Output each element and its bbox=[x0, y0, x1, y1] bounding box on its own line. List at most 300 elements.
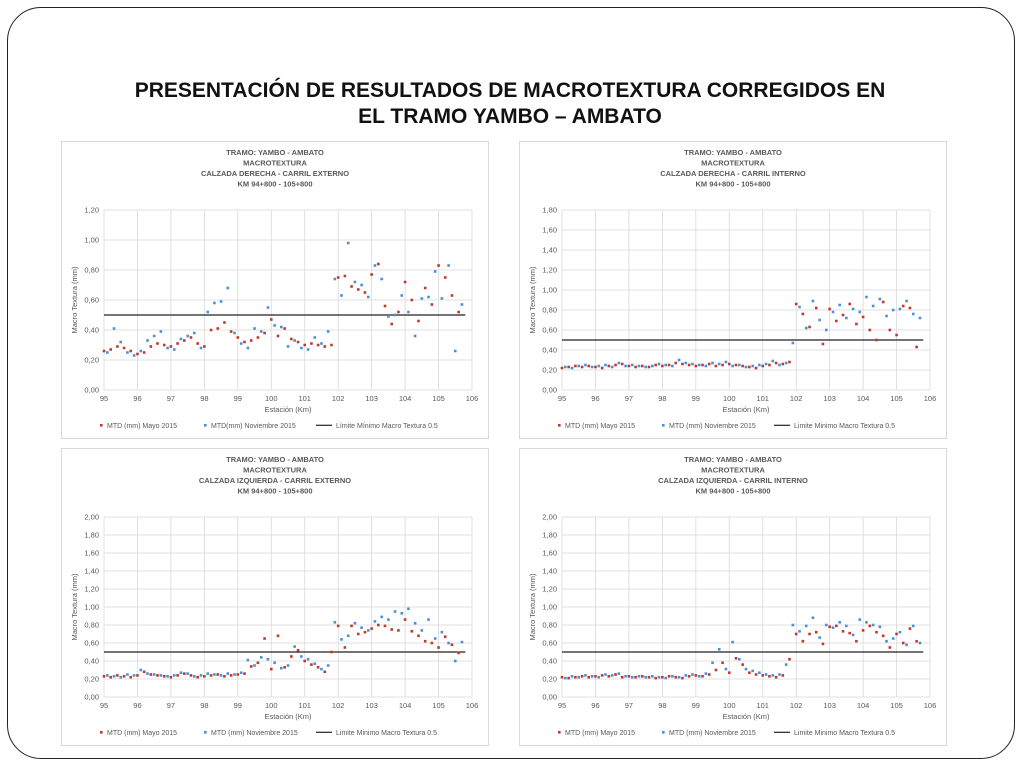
legend-label: Límite Mínimo Macro Textura 0.5 bbox=[336, 423, 438, 430]
data-point-mayo bbox=[561, 367, 564, 370]
x-tick-label: 105 bbox=[432, 394, 445, 403]
data-point-mayo bbox=[370, 627, 373, 630]
data-point-mayo bbox=[451, 294, 454, 297]
data-point-noviembre bbox=[220, 300, 223, 303]
data-point-noviembre bbox=[287, 664, 290, 667]
x-tick-label: 103 bbox=[365, 701, 378, 710]
data-point-mayo bbox=[909, 307, 912, 310]
y-tick-label: 0,20 bbox=[542, 365, 557, 375]
x-tick-label: 103 bbox=[365, 394, 378, 403]
data-point-mayo bbox=[270, 318, 273, 321]
data-point-mayo bbox=[721, 662, 724, 665]
data-point-mayo bbox=[587, 676, 590, 679]
data-point-mayo bbox=[775, 676, 778, 679]
data-point-noviembre bbox=[233, 673, 236, 676]
data-point-noviembre bbox=[664, 364, 667, 367]
data-point-noviembre bbox=[213, 673, 216, 676]
data-point-noviembre bbox=[564, 677, 567, 680]
data-point-noviembre bbox=[832, 626, 835, 629]
data-point-mayo bbox=[330, 344, 333, 347]
data-point-mayo bbox=[795, 303, 798, 306]
data-point-noviembre bbox=[812, 617, 815, 620]
x-tick-label: 96 bbox=[133, 394, 142, 403]
data-point-noviembre bbox=[584, 364, 587, 367]
data-point-mayo bbox=[196, 676, 199, 679]
x-tick-label: 96 bbox=[133, 701, 142, 710]
data-point-noviembre bbox=[367, 629, 370, 632]
data-point-noviembre bbox=[618, 362, 621, 365]
data-point-noviembre bbox=[718, 363, 721, 366]
y-axis-label: Macro Textura (mm) bbox=[528, 573, 537, 641]
data-point-mayo bbox=[283, 327, 286, 330]
data-point-mayo bbox=[330, 651, 333, 654]
data-point-noviembre bbox=[792, 342, 795, 345]
data-point-mayo bbox=[203, 345, 206, 348]
data-point-noviembre bbox=[671, 365, 674, 368]
data-point-noviembre bbox=[711, 662, 714, 665]
data-point-noviembre bbox=[611, 366, 614, 369]
data-point-mayo bbox=[237, 673, 240, 676]
data-point-noviembre bbox=[380, 278, 383, 281]
data-point-noviembre bbox=[638, 675, 641, 678]
data-point-noviembre bbox=[638, 365, 641, 368]
legend-label: MTD (mm) Noviembre 2015 bbox=[669, 423, 756, 430]
chart-title-line-3: CALZADA DERECHA - CARRIL EXTERNO bbox=[200, 169, 350, 178]
x-tick-label: 101 bbox=[756, 701, 769, 710]
data-point-noviembre bbox=[731, 641, 734, 644]
data-point-noviembre bbox=[447, 642, 450, 645]
data-point-noviembre bbox=[113, 675, 116, 678]
data-point-noviembre bbox=[287, 345, 290, 348]
data-point-mayo bbox=[277, 635, 280, 638]
data-point-noviembre bbox=[260, 330, 263, 333]
data-point-noviembre bbox=[313, 336, 316, 339]
data-point-noviembre bbox=[320, 342, 323, 345]
data-point-noviembre bbox=[300, 655, 303, 658]
data-point-noviembre bbox=[751, 670, 754, 673]
y-tick-label: 0,60 bbox=[84, 295, 99, 305]
data-point-mayo bbox=[123, 675, 126, 678]
data-point-noviembre bbox=[427, 296, 430, 299]
data-point-noviembre bbox=[173, 348, 176, 351]
data-point-noviembre bbox=[805, 327, 808, 330]
data-point-noviembre bbox=[166, 347, 169, 350]
data-point-noviembre bbox=[892, 637, 895, 640]
data-point-noviembre bbox=[414, 335, 417, 338]
data-point-noviembre bbox=[253, 664, 256, 667]
data-point-mayo bbox=[828, 626, 831, 629]
x-tick-label: 100 bbox=[723, 701, 736, 710]
data-point-noviembre bbox=[454, 660, 457, 663]
data-point-mayo bbox=[721, 364, 724, 367]
data-point-noviembre bbox=[327, 664, 330, 667]
data-point-noviembre bbox=[320, 668, 323, 671]
data-point-mayo bbox=[431, 303, 434, 306]
data-point-noviembre bbox=[140, 669, 143, 672]
data-point-mayo bbox=[397, 311, 400, 314]
chart-panel-derecha-externo bbox=[61, 141, 489, 439]
x-tick-label: 102 bbox=[789, 701, 803, 710]
data-point-mayo bbox=[835, 625, 838, 628]
data-point-noviembre bbox=[738, 364, 741, 367]
data-point-noviembre bbox=[226, 672, 229, 675]
y-tick-label: 2,00 bbox=[542, 512, 557, 522]
data-point-mayo bbox=[868, 329, 871, 332]
chart-title-line-1: TRAMO: YAMBO - AMBATO bbox=[226, 455, 324, 464]
x-axis-label: Estación (Km) bbox=[722, 712, 770, 721]
x-tick-label: 99 bbox=[691, 701, 700, 710]
x-tick-label: 105 bbox=[432, 701, 445, 710]
y-tick-label: 1,00 bbox=[542, 602, 557, 612]
data-point-noviembre bbox=[280, 326, 283, 329]
data-point-mayo bbox=[708, 673, 711, 676]
data-point-noviembre bbox=[577, 676, 580, 679]
data-point-noviembre bbox=[698, 364, 701, 367]
data-point-mayo bbox=[868, 625, 871, 628]
data-point-mayo bbox=[634, 366, 637, 369]
chart-title-line-2: MACROTEXTURA bbox=[701, 465, 765, 475]
x-tick-label: 104 bbox=[398, 394, 412, 403]
data-point-noviembre bbox=[845, 317, 848, 320]
data-point-mayo bbox=[795, 633, 798, 636]
data-point-mayo bbox=[324, 671, 327, 674]
data-point-mayo bbox=[768, 364, 771, 367]
x-tick-label: 100 bbox=[265, 394, 278, 403]
data-point-noviembre bbox=[427, 618, 430, 621]
data-point-noviembre bbox=[785, 362, 788, 365]
y-tick-label: 1,20 bbox=[84, 205, 99, 215]
y-tick-label: 0,20 bbox=[84, 355, 99, 365]
data-point-noviembre bbox=[879, 626, 882, 629]
data-point-mayo bbox=[263, 637, 266, 640]
x-tick-label: 106 bbox=[923, 394, 937, 403]
data-point-mayo bbox=[889, 646, 892, 649]
y-tick-label: 0,20 bbox=[542, 674, 557, 684]
data-point-noviembre bbox=[160, 330, 163, 333]
x-tick-label: 97 bbox=[166, 701, 176, 710]
data-point-noviembre bbox=[206, 672, 209, 675]
legend-label: Limite Minimo Macro Textura 0.5 bbox=[794, 730, 896, 737]
data-point-mayo bbox=[310, 663, 313, 666]
data-point-mayo bbox=[190, 674, 193, 677]
data-point-noviembre bbox=[912, 313, 915, 316]
data-point-noviembre bbox=[380, 616, 383, 619]
legend-marker bbox=[100, 731, 103, 734]
y-tick-label: 0,40 bbox=[84, 656, 99, 666]
data-point-noviembre bbox=[233, 332, 236, 335]
data-point-noviembre bbox=[140, 350, 143, 353]
y-tick-label: 0,60 bbox=[542, 325, 557, 335]
legend-marker bbox=[662, 424, 665, 427]
data-point-noviembre bbox=[598, 365, 601, 368]
data-point-noviembre bbox=[407, 608, 410, 611]
data-point-noviembre bbox=[758, 364, 761, 367]
x-tick-label: 95 bbox=[557, 701, 567, 710]
data-point-mayo bbox=[116, 345, 119, 348]
data-point-mayo bbox=[370, 273, 373, 276]
legend-marker bbox=[204, 731, 207, 734]
data-point-mayo bbox=[902, 305, 905, 308]
data-point-mayo bbox=[741, 365, 744, 368]
data-point-mayo bbox=[835, 320, 838, 323]
data-point-noviembre bbox=[133, 674, 136, 677]
data-point-noviembre bbox=[584, 674, 587, 677]
y-tick-label: 0,80 bbox=[84, 620, 99, 630]
data-point-noviembre bbox=[778, 673, 781, 676]
data-point-mayo bbox=[882, 301, 885, 304]
data-point-mayo bbox=[257, 662, 260, 665]
data-point-noviembre bbox=[173, 674, 176, 677]
data-point-mayo bbox=[808, 326, 811, 329]
data-point-mayo bbox=[303, 660, 306, 663]
data-point-noviembre bbox=[434, 270, 437, 273]
data-point-mayo bbox=[150, 673, 153, 676]
chart-title-line-4: KM 94+800 - 105+800 bbox=[237, 486, 313, 496]
data-point-noviembre bbox=[885, 640, 888, 643]
data-point-noviembre bbox=[240, 671, 243, 674]
data-point-noviembre bbox=[273, 662, 276, 665]
data-point-mayo bbox=[163, 675, 166, 678]
data-point-mayo bbox=[410, 630, 413, 633]
data-point-mayo bbox=[270, 668, 273, 671]
data-point-noviembre bbox=[818, 319, 821, 322]
data-point-noviembre bbox=[751, 365, 754, 368]
data-point-mayo bbox=[862, 629, 865, 632]
y-tick-label: 1,00 bbox=[84, 602, 99, 612]
data-point-mayo bbox=[437, 264, 440, 267]
data-point-noviembre bbox=[340, 638, 343, 641]
chart-izquierda-externo bbox=[62, 449, 488, 745]
data-point-noviembre bbox=[825, 329, 828, 332]
data-point-noviembre bbox=[193, 332, 196, 335]
data-point-noviembre bbox=[658, 363, 661, 366]
data-point-mayo bbox=[457, 652, 460, 655]
y-tick-label: 1,40 bbox=[542, 566, 557, 576]
chart-title-line-1: TRAMO: YAMBO - AMBATO bbox=[226, 148, 324, 157]
data-point-mayo bbox=[410, 299, 413, 302]
x-tick-label: 99 bbox=[233, 701, 242, 710]
data-point-noviembre bbox=[798, 306, 801, 309]
data-point-mayo bbox=[875, 339, 878, 342]
legend-marker bbox=[100, 424, 103, 427]
chart-title-line-3: CALZADA IZQUIERDA - CARRIL EXTERNO bbox=[198, 476, 352, 485]
data-point-noviembre bbox=[838, 621, 841, 624]
data-point-mayo bbox=[654, 364, 657, 367]
data-point-noviembre bbox=[705, 672, 708, 675]
data-point-mayo bbox=[183, 672, 186, 675]
data-point-noviembre bbox=[691, 363, 694, 366]
data-point-mayo bbox=[594, 675, 597, 678]
data-point-mayo bbox=[109, 676, 112, 679]
y-tick-label: 1,80 bbox=[542, 530, 557, 540]
data-point-noviembre bbox=[591, 675, 594, 678]
data-point-noviembre bbox=[113, 327, 116, 330]
x-tick-label: 99 bbox=[691, 394, 700, 403]
data-point-mayo bbox=[755, 673, 758, 676]
data-point-noviembre bbox=[858, 618, 861, 621]
data-point-mayo bbox=[210, 674, 213, 677]
legend-label: MTD(mm) Noviembre 2015 bbox=[211, 423, 296, 430]
data-point-noviembre bbox=[718, 648, 721, 651]
data-point-mayo bbox=[581, 675, 584, 678]
data-point-noviembre bbox=[618, 672, 621, 675]
data-point-mayo bbox=[815, 307, 818, 310]
data-point-mayo bbox=[417, 635, 420, 638]
data-point-mayo bbox=[143, 351, 146, 354]
data-point-mayo bbox=[250, 339, 253, 342]
data-point-mayo bbox=[216, 327, 219, 330]
data-point-mayo bbox=[741, 663, 744, 666]
y-tick-label: 0,60 bbox=[542, 638, 557, 648]
data-point-mayo bbox=[143, 671, 146, 674]
data-point-mayo bbox=[701, 675, 704, 678]
data-point-mayo bbox=[350, 625, 353, 628]
data-point-noviembre bbox=[919, 642, 922, 645]
data-point-noviembre bbox=[644, 676, 647, 679]
data-point-noviembre bbox=[186, 335, 189, 338]
data-point-mayo bbox=[788, 361, 791, 364]
data-point-noviembre bbox=[146, 672, 149, 675]
data-point-mayo bbox=[621, 676, 624, 679]
data-point-noviembre bbox=[678, 359, 681, 362]
data-point-noviembre bbox=[818, 636, 821, 639]
data-point-noviembre bbox=[327, 330, 330, 333]
y-tick-label: 1,20 bbox=[84, 584, 99, 594]
data-point-mayo bbox=[377, 263, 380, 266]
data-point-noviembre bbox=[725, 361, 728, 364]
data-point-noviembre bbox=[394, 610, 397, 613]
data-point-mayo bbox=[902, 642, 905, 645]
data-point-noviembre bbox=[684, 362, 687, 365]
data-point-mayo bbox=[257, 336, 260, 339]
data-point-mayo bbox=[828, 308, 831, 311]
data-point-mayo bbox=[561, 676, 564, 679]
slide-title-line-2: EL TRAMO YAMBO – AMBATO bbox=[358, 105, 662, 128]
data-point-noviembre bbox=[293, 339, 296, 342]
data-point-noviembre bbox=[226, 287, 229, 290]
data-point-noviembre bbox=[146, 339, 149, 342]
y-tick-label: 1,80 bbox=[84, 530, 99, 540]
chart-title-line-2: MACROTEXTURA bbox=[243, 158, 307, 168]
legend-label: MTD (mm) Noviembre 2015 bbox=[211, 730, 298, 737]
data-point-mayo bbox=[310, 342, 313, 345]
data-point-mayo bbox=[116, 674, 119, 677]
x-tick-label: 106 bbox=[465, 701, 479, 710]
x-tick-label: 104 bbox=[856, 701, 870, 710]
data-point-mayo bbox=[895, 633, 898, 636]
data-point-mayo bbox=[176, 674, 179, 677]
data-point-noviembre bbox=[691, 673, 694, 676]
data-point-mayo bbox=[384, 305, 387, 308]
data-point-noviembre bbox=[631, 364, 634, 367]
y-tick-label: 1,40 bbox=[542, 245, 557, 255]
data-point-noviembre bbox=[421, 629, 424, 632]
data-point-noviembre bbox=[879, 298, 882, 301]
data-point-noviembre bbox=[414, 622, 417, 625]
data-point-noviembre bbox=[387, 315, 390, 318]
data-point-mayo bbox=[822, 643, 825, 646]
y-tick-label: 0,40 bbox=[84, 325, 99, 335]
y-tick-label: 0,80 bbox=[542, 305, 557, 315]
data-point-noviembre bbox=[832, 311, 835, 314]
data-point-mayo bbox=[855, 640, 858, 643]
data-point-mayo bbox=[123, 347, 126, 350]
data-point-noviembre bbox=[905, 300, 908, 303]
x-tick-label: 104 bbox=[856, 394, 870, 403]
data-point-noviembre bbox=[899, 308, 902, 311]
data-point-noviembre bbox=[598, 676, 601, 679]
data-point-noviembre bbox=[300, 347, 303, 350]
data-point-mayo bbox=[688, 364, 691, 367]
x-tick-label: 99 bbox=[233, 394, 242, 403]
data-point-noviembre bbox=[905, 644, 908, 647]
data-point-mayo bbox=[136, 353, 139, 356]
data-point-mayo bbox=[223, 321, 226, 324]
data-point-mayo bbox=[915, 640, 918, 643]
data-point-mayo bbox=[802, 313, 805, 316]
data-point-noviembre bbox=[347, 242, 350, 245]
data-point-mayo bbox=[109, 348, 112, 351]
data-point-noviembre bbox=[407, 311, 410, 314]
data-point-mayo bbox=[648, 676, 651, 679]
data-point-mayo bbox=[424, 640, 427, 643]
data-point-noviembre bbox=[845, 625, 848, 628]
data-point-noviembre bbox=[624, 675, 627, 678]
y-tick-label: 0,60 bbox=[84, 638, 99, 648]
data-point-noviembre bbox=[454, 350, 457, 353]
data-point-mayo bbox=[237, 336, 240, 339]
data-point-noviembre bbox=[778, 364, 781, 367]
data-point-noviembre bbox=[273, 324, 276, 327]
data-point-mayo bbox=[895, 334, 898, 337]
data-point-noviembre bbox=[293, 645, 296, 648]
data-point-noviembre bbox=[193, 675, 196, 678]
data-point-noviembre bbox=[872, 305, 875, 308]
data-point-noviembre bbox=[307, 348, 310, 351]
data-point-noviembre bbox=[912, 625, 915, 628]
data-point-mayo bbox=[782, 674, 785, 677]
x-tick-label: 98 bbox=[658, 701, 667, 710]
x-tick-label: 96 bbox=[591, 394, 600, 403]
data-point-noviembre bbox=[447, 264, 450, 267]
x-tick-label: 95 bbox=[557, 394, 567, 403]
legend-marker bbox=[558, 731, 561, 734]
data-point-mayo bbox=[390, 323, 393, 326]
data-point-mayo bbox=[815, 631, 818, 634]
data-point-noviembre bbox=[313, 662, 316, 665]
data-point-mayo bbox=[444, 635, 447, 638]
data-point-mayo bbox=[136, 674, 139, 677]
data-point-noviembre bbox=[340, 294, 343, 297]
data-point-mayo bbox=[674, 676, 677, 679]
data-point-mayo bbox=[761, 674, 764, 677]
legend-label: Limite Minimo Macro Textura 0.5 bbox=[794, 423, 896, 430]
legend-marker bbox=[662, 731, 665, 734]
data-point-mayo bbox=[715, 365, 718, 368]
data-point-mayo bbox=[364, 291, 367, 294]
chart-title-line-1: TRAMO: YAMBO - AMBATO bbox=[684, 148, 782, 157]
data-point-mayo bbox=[457, 311, 460, 314]
data-point-noviembre bbox=[247, 347, 250, 350]
data-point-noviembre bbox=[611, 674, 614, 677]
data-point-mayo bbox=[183, 339, 186, 342]
data-point-mayo bbox=[855, 323, 858, 326]
x-tick-label: 97 bbox=[624, 394, 634, 403]
data-point-mayo bbox=[708, 363, 711, 366]
data-point-mayo bbox=[364, 631, 367, 634]
x-tick-label: 102 bbox=[331, 394, 345, 403]
data-point-noviembre bbox=[765, 363, 768, 366]
